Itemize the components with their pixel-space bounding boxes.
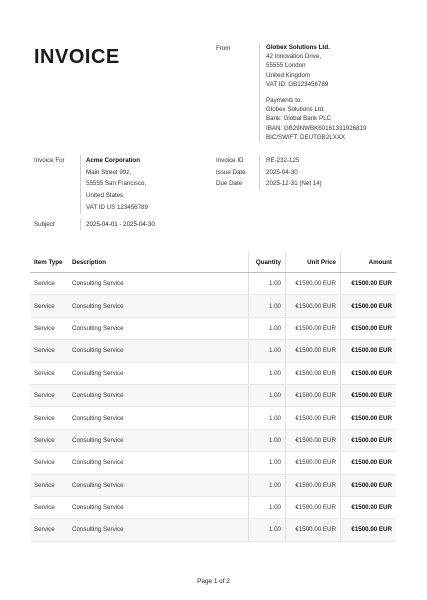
meta-label: Issue Date bbox=[216, 168, 246, 176]
table-row bbox=[30, 384, 396, 406]
cell-item-type: Service bbox=[30, 474, 68, 496]
payment-line: Globex Solutions Ltd. bbox=[266, 106, 325, 114]
cell-item-type: Service bbox=[30, 429, 68, 451]
cell-description: Consulting Service bbox=[68, 452, 249, 474]
meta-value: 2025-04-30 bbox=[266, 168, 298, 176]
cell-amount: €1500.00 EUR bbox=[341, 362, 397, 384]
sender-address-line: VAT ID: GB123456789 bbox=[266, 80, 329, 88]
cell-quantity: 1.00 bbox=[249, 273, 286, 295]
payment-line: Bank: Global Bank PLC bbox=[266, 115, 332, 123]
cell-item-type: Service bbox=[30, 384, 68, 406]
cell-unit-price: €1500.00 EUR bbox=[286, 407, 341, 429]
payment-line: BIC/SWIFT: DEUTGB2LXXX bbox=[266, 133, 346, 141]
customer-name: Acme Corporation bbox=[86, 157, 140, 164]
sender-address-line: United Kingdom bbox=[266, 71, 311, 79]
cell-quantity: 1.00 bbox=[249, 429, 286, 451]
sender-address bbox=[266, 52, 416, 89]
cell-unit-price: €1500.00 EUR bbox=[286, 452, 341, 474]
cell-unit-price: €1500.00 EUR bbox=[286, 384, 341, 406]
line-items-body bbox=[30, 273, 396, 542]
meta-label: Invoice ID bbox=[216, 157, 244, 164]
cell-description: Consulting Service bbox=[68, 384, 249, 406]
cell-unit-price: €1500.00 EUR bbox=[286, 295, 341, 317]
cell-quantity: 1.00 bbox=[249, 496, 286, 518]
cell-item-type: Service bbox=[30, 273, 68, 295]
cell-description: Consulting Service bbox=[68, 474, 249, 496]
customer-address-line: Main Street 99z, bbox=[86, 168, 132, 176]
sender-address-line: 42 Innovation Drive, bbox=[266, 53, 322, 61]
cell-item-type: Service bbox=[30, 407, 68, 429]
table-row bbox=[30, 317, 396, 339]
cell-amount: €1500.00 EUR bbox=[341, 474, 397, 496]
cell-description: Consulting Service bbox=[68, 362, 249, 384]
cell-unit-price: €1500.00 EUR bbox=[286, 429, 341, 451]
table-row bbox=[30, 429, 396, 451]
header-description: Description bbox=[68, 252, 249, 273]
cell-unit-price: €1500.00 EUR bbox=[286, 317, 341, 339]
cell-amount: €1500.00 EUR bbox=[341, 429, 397, 451]
invoice-meta-values bbox=[259, 155, 322, 190]
cell-description: Consulting Service bbox=[68, 340, 249, 362]
cell-quantity: 1.00 bbox=[249, 474, 286, 496]
cell-item-type: Service bbox=[30, 496, 68, 518]
table-row bbox=[30, 519, 396, 541]
subject-value: 2025-04-01 - 2025-04-30 bbox=[80, 219, 155, 230]
cell-unit-price: €1500.00 EUR bbox=[286, 519, 341, 541]
cell-item-type: Service bbox=[30, 317, 68, 339]
cell-quantity: 1.00 bbox=[249, 362, 286, 384]
table-row bbox=[30, 340, 396, 362]
cell-unit-price: €1500.00 EUR bbox=[286, 474, 341, 496]
cell-quantity: 1.00 bbox=[249, 295, 286, 317]
table-row bbox=[30, 407, 396, 429]
cell-item-type: Service bbox=[30, 452, 68, 474]
header-item-type: Item Type bbox=[30, 252, 68, 273]
table-row bbox=[30, 362, 396, 384]
meta-label: Due Date bbox=[216, 180, 243, 188]
cell-amount: €1500.00 EUR bbox=[341, 452, 397, 474]
from-block bbox=[259, 43, 416, 142]
cell-amount: €1500.00 EUR bbox=[341, 295, 397, 317]
cell-quantity: 1.00 bbox=[249, 384, 286, 406]
meta-value: 2025-12-31 (Net 14) bbox=[266, 180, 322, 188]
table-row bbox=[30, 295, 396, 317]
cell-description: Consulting Service bbox=[68, 273, 249, 295]
cell-description: Consulting Service bbox=[68, 496, 249, 518]
payment-line: Payments to: bbox=[266, 97, 303, 105]
cell-unit-price: €1500.00 EUR bbox=[286, 340, 341, 362]
bill-to-label: Invoice For bbox=[34, 157, 65, 164]
subject-label: Subject bbox=[34, 221, 55, 228]
table-row bbox=[30, 496, 396, 518]
from-label: From bbox=[216, 45, 231, 52]
cell-quantity: 1.00 bbox=[249, 317, 286, 339]
cell-item-type: Service bbox=[30, 362, 68, 384]
invoice-meta-labels bbox=[216, 155, 246, 190]
cell-unit-price: €1500.00 EUR bbox=[286, 496, 341, 518]
sender-name: Globex Solutions Ltd. bbox=[266, 44, 330, 51]
page-number: Page 1 of 2 bbox=[197, 578, 230, 585]
cell-amount: €1500.00 EUR bbox=[341, 384, 397, 406]
cell-amount: €1500.00 EUR bbox=[341, 317, 397, 339]
table-row bbox=[30, 452, 396, 474]
cell-description: Consulting Service bbox=[68, 429, 249, 451]
header-unit-price: Unit Price bbox=[286, 252, 341, 273]
sender-address-line: 55555 London bbox=[266, 62, 306, 70]
cell-description: Consulting Service bbox=[68, 317, 249, 339]
cell-item-type: Service bbox=[30, 295, 68, 317]
cell-description: Consulting Service bbox=[68, 295, 249, 317]
cell-item-type: Service bbox=[30, 519, 68, 541]
cell-amount: €1500.00 EUR bbox=[341, 340, 397, 362]
cell-description: Consulting Service bbox=[68, 407, 249, 429]
cell-quantity: 1.00 bbox=[249, 519, 286, 541]
header-amount: Amount bbox=[341, 252, 397, 273]
cell-quantity: 1.00 bbox=[249, 407, 286, 429]
cell-amount: €1500.00 EUR bbox=[341, 273, 397, 295]
line-items-table bbox=[30, 252, 396, 542]
meta-value: RE-232-125 bbox=[266, 157, 300, 164]
cell-amount: €1500.00 EUR bbox=[341, 496, 397, 518]
bill-to-block bbox=[80, 155, 196, 214]
customer-address-line: 55555 San Francisco, bbox=[86, 180, 147, 188]
customer-address-line: United States bbox=[86, 192, 124, 200]
customer-address bbox=[86, 167, 196, 214]
cell-quantity: 1.00 bbox=[249, 452, 286, 474]
cell-quantity: 1.00 bbox=[249, 340, 286, 362]
header-quantity: Quantity bbox=[249, 252, 286, 273]
cell-description: Consulting Service bbox=[68, 519, 249, 541]
cell-item-type: Service bbox=[30, 340, 68, 362]
payment-line: IBAN: GB29NWBK60161331926819 bbox=[266, 124, 367, 132]
payment-details bbox=[266, 96, 416, 142]
cell-unit-price: €1500.00 EUR bbox=[286, 273, 341, 295]
invoice-title: INVOICE bbox=[34, 46, 120, 68]
table-row bbox=[30, 273, 396, 295]
cell-amount: €1500.00 EUR bbox=[341, 407, 397, 429]
cell-amount: €1500.00 EUR bbox=[341, 519, 397, 541]
table-header-row bbox=[30, 252, 396, 273]
customer-address-line: VAT ID US 123456789 bbox=[86, 203, 148, 211]
table-row bbox=[30, 474, 396, 496]
cell-unit-price: €1500.00 EUR bbox=[286, 362, 341, 384]
